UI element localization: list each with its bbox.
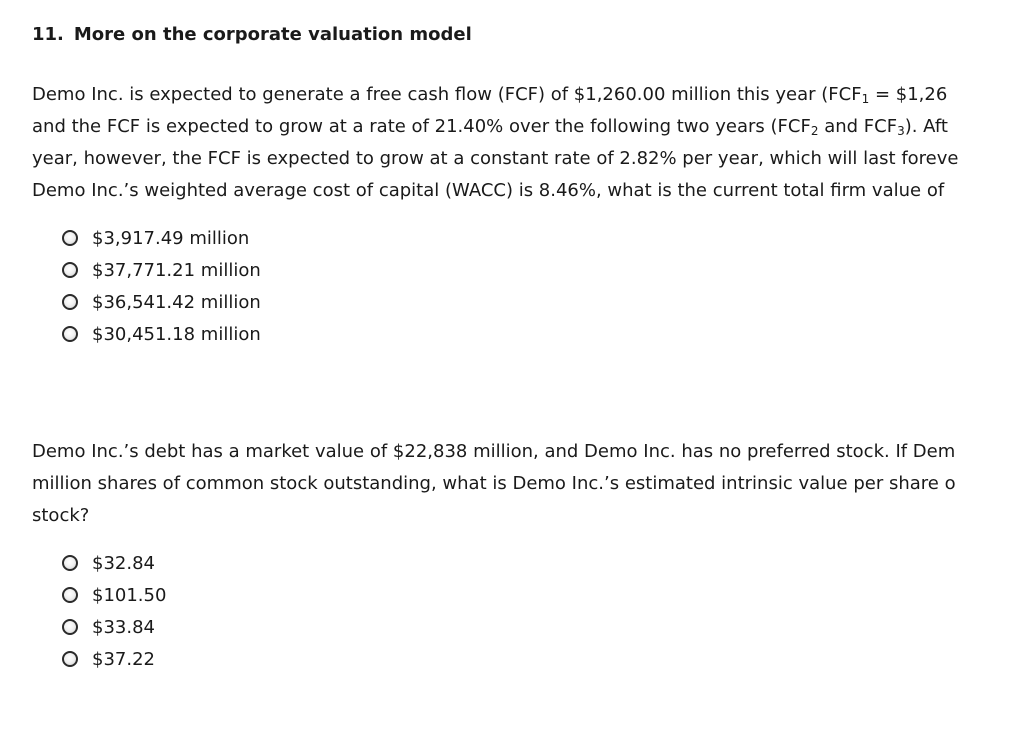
question-page [32, 22, 1024, 675]
radio-button-icon[interactable] [62, 326, 78, 342]
question-title-text: More on the corporate valuation model [73, 24, 472, 45]
answer-options-part2 [32, 547, 1024, 675]
answer-option[interactable]: $37.22 [62, 643, 1024, 675]
answer-option[interactable]: $37,771.21 million [62, 254, 1024, 286]
question-number: 11. [32, 24, 64, 45]
answer-option[interactable]: $3,917.49 million [62, 222, 1024, 254]
text-line: Demo Inc. is expected to generate a free cash flow (FCF) of $1,260.00 million this year ($FCF_1$ = $1,26 [32, 84, 948, 106]
radio-button-icon[interactable] [62, 230, 78, 246]
text-line: Demo Inc.’s weighted average cost of capital (WACC) is 8.46%, what is the current total firm value of [32, 180, 945, 201]
answer-option[interactable]: $101.50 [62, 579, 1024, 611]
answer-option[interactable]: $30,451.18 million [62, 318, 1024, 350]
answer-option[interactable]: $32.84 [62, 547, 1024, 579]
radio-button-icon[interactable] [62, 294, 78, 310]
question-text-part1 [32, 79, 1024, 207]
radio-button-icon[interactable] [62, 651, 78, 667]
answer-option[interactable]: $33.84 [62, 611, 1024, 643]
answer-option[interactable]: $36,541.42 million [62, 286, 1024, 318]
text-line: million shares of common stock outstanding, what is Demo Inc.’s estimated intrinsic value per share o [32, 473, 956, 494]
text-line: stock? [32, 505, 90, 526]
radio-button-icon[interactable] [62, 555, 78, 571]
text-line: and the FCF is expected to grow at a rate of 21.40% over the following two years ($FCF_2$ and $FCF_3$). Aft [32, 116, 948, 138]
radio-button-icon[interactable] [62, 587, 78, 603]
question-title [32, 22, 1024, 48]
question-text-part2 [32, 436, 1024, 532]
text-line: year, however, the FCF is expected to grow at a constant rate of 2.82% per year, which will last foreve [32, 148, 959, 169]
radio-button-icon[interactable] [62, 262, 78, 278]
text-line: Demo Inc.’s debt has a market value of $22,838 million, and Demo Inc. has no preferred stock. If Dem [32, 441, 956, 462]
radio-button-icon[interactable] [62, 619, 78, 635]
answer-options-part1 [32, 222, 1024, 350]
